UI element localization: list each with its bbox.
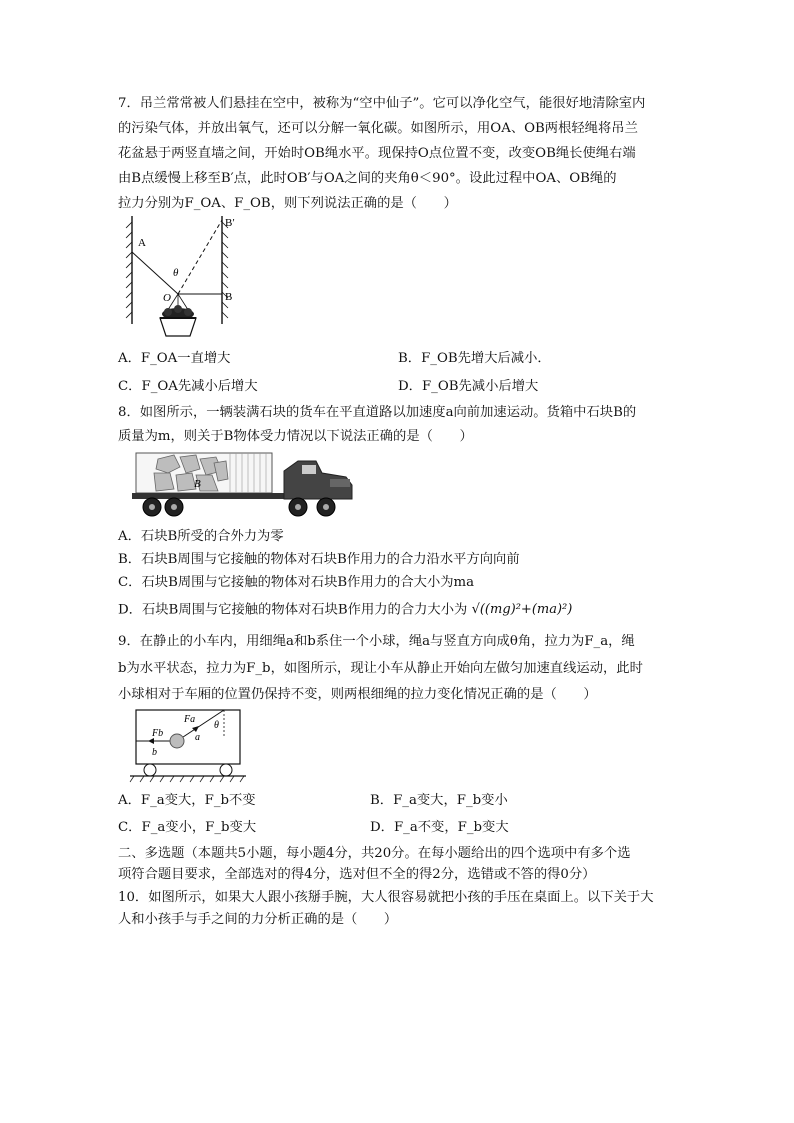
label-o: O bbox=[163, 292, 171, 304]
label-fb: Fb bbox=[152, 728, 164, 739]
rope-oa bbox=[132, 252, 178, 294]
section2-line-1: 二、多选题（本题共5小题，每小题4分，共20分。在每小题给出的四个选项中有多个选 bbox=[118, 846, 631, 861]
q9-cart-figure bbox=[128, 706, 250, 786]
wheel-right-icon bbox=[220, 764, 232, 776]
q7-option-c[interactable]: C．F_OA先减小后增大 bbox=[118, 379, 258, 394]
q9-option-c[interactable]: C．F_a变小，F_b变大 bbox=[118, 820, 257, 835]
label-fa: Fa bbox=[184, 714, 196, 725]
section2-line-2: 项符合题目要求，全部选对的得4分，选对但不全的得2分，选错或不答的得0分） bbox=[118, 867, 596, 882]
label-b: B bbox=[225, 291, 233, 303]
q7-figure bbox=[118, 212, 248, 344]
q7-line-2: 的污染气体，并放出氧气，还可以分解一氧化碳。如图所示，用OA、OB两根轻绳将吊兰 bbox=[118, 121, 638, 136]
q9-line-1: 9．在静止的小车内，用细绳a和b系住一个小球，绳a与竖直方向成θ角，拉力为F_a，绳 bbox=[118, 634, 635, 649]
q9-line-3: 小球相对于车厢的位置仍保持不变，则两根细绳的拉力变化情况正确的是（ ） bbox=[118, 687, 597, 702]
wheel-left-icon bbox=[144, 764, 156, 776]
q7-option-d[interactable]: D．F_OB先减小后增大 bbox=[398, 379, 539, 394]
q10-line-1: 10．如图所示，如果大人跟小孩掰手腕，大人很容易就把小孩的手压在桌面上。以下关于大 bbox=[118, 890, 654, 905]
label-b-prime: B′ bbox=[225, 217, 235, 229]
q9-option-a[interactable]: A．F_a变大，F_b不变 bbox=[118, 793, 256, 808]
q9-line-2: b为水平状态，拉力为F_b，如图所示，现让小车从静止开始向左做匀加速直线运动，此时 bbox=[118, 661, 643, 676]
q7-line-5: 拉力分别为F_OA、F_OB，则下列说法正确的是（ ） bbox=[118, 196, 457, 211]
q7-line-1: 7．吊兰常常被人们悬挂在空中，被称为“空中仙子”。它可以净化空气，能很好地清除室内 bbox=[118, 96, 646, 111]
label-theta: θ bbox=[173, 267, 179, 279]
ball-icon bbox=[170, 734, 184, 748]
q8-option-d-text: D．石块B周围与它接触的物体对石块B作用力的合力大小为 bbox=[118, 602, 468, 618]
q8-option-a[interactable]: A．石块B所受的合外力为零 bbox=[118, 529, 284, 544]
label-rope-a: a bbox=[195, 732, 200, 743]
label-a: A bbox=[138, 237, 146, 249]
q8-option-b[interactable]: B．石块B周围与它接触的物体对石块B作用力的合力沿水平方向向前 bbox=[118, 552, 520, 567]
rope-ob-prime bbox=[178, 220, 222, 294]
label-theta: θ bbox=[214, 720, 219, 731]
q8-option-d-formula: √((mg)²+(ma)²) bbox=[471, 602, 573, 617]
q7-option-b[interactable]: B．F_OB先增大后减小． bbox=[398, 351, 551, 366]
q8-line-2: 质量为m，则关于B物体受力情况以下说法正确的是（ ） bbox=[118, 429, 473, 444]
q10-line-2: 人和小孩手与手之间的力分析正确的是（ ） bbox=[118, 912, 398, 927]
flower-pot-icon bbox=[160, 318, 196, 336]
q8-option-c[interactable]: C．石块B周围与它接触的物体对石块B作用力的合大小为ma bbox=[118, 575, 475, 590]
q7-line-4: 由B点缓慢上移至B′点，此时OB′与OA之间的夹角θ＜90°。设此过程中OA、OB绳的 bbox=[118, 171, 617, 186]
q9-option-b[interactable]: B．F_a变大，F_b变小 bbox=[370, 793, 508, 808]
label-rope-b: b bbox=[152, 747, 157, 758]
label-stone-b: B bbox=[194, 478, 201, 490]
q9-option-d[interactable]: D．F_a不变，F_b变大 bbox=[370, 820, 509, 835]
q8-option-d[interactable] bbox=[118, 601, 572, 620]
q7-option-a[interactable]: A．F_OA一直增大 bbox=[118, 351, 231, 366]
q7-line-3: 花盆悬于两竖直墙之间，开始时OB绳水平。现保持O点位置不变，改变OB绳长使绳右端 bbox=[118, 146, 636, 161]
q8-line-1: 8．如图所示，一辆装满石块的货车在平直道路以加速度a向前加速运动。货箱中石块B的 bbox=[118, 405, 637, 420]
q8-truck-figure bbox=[130, 449, 358, 521]
